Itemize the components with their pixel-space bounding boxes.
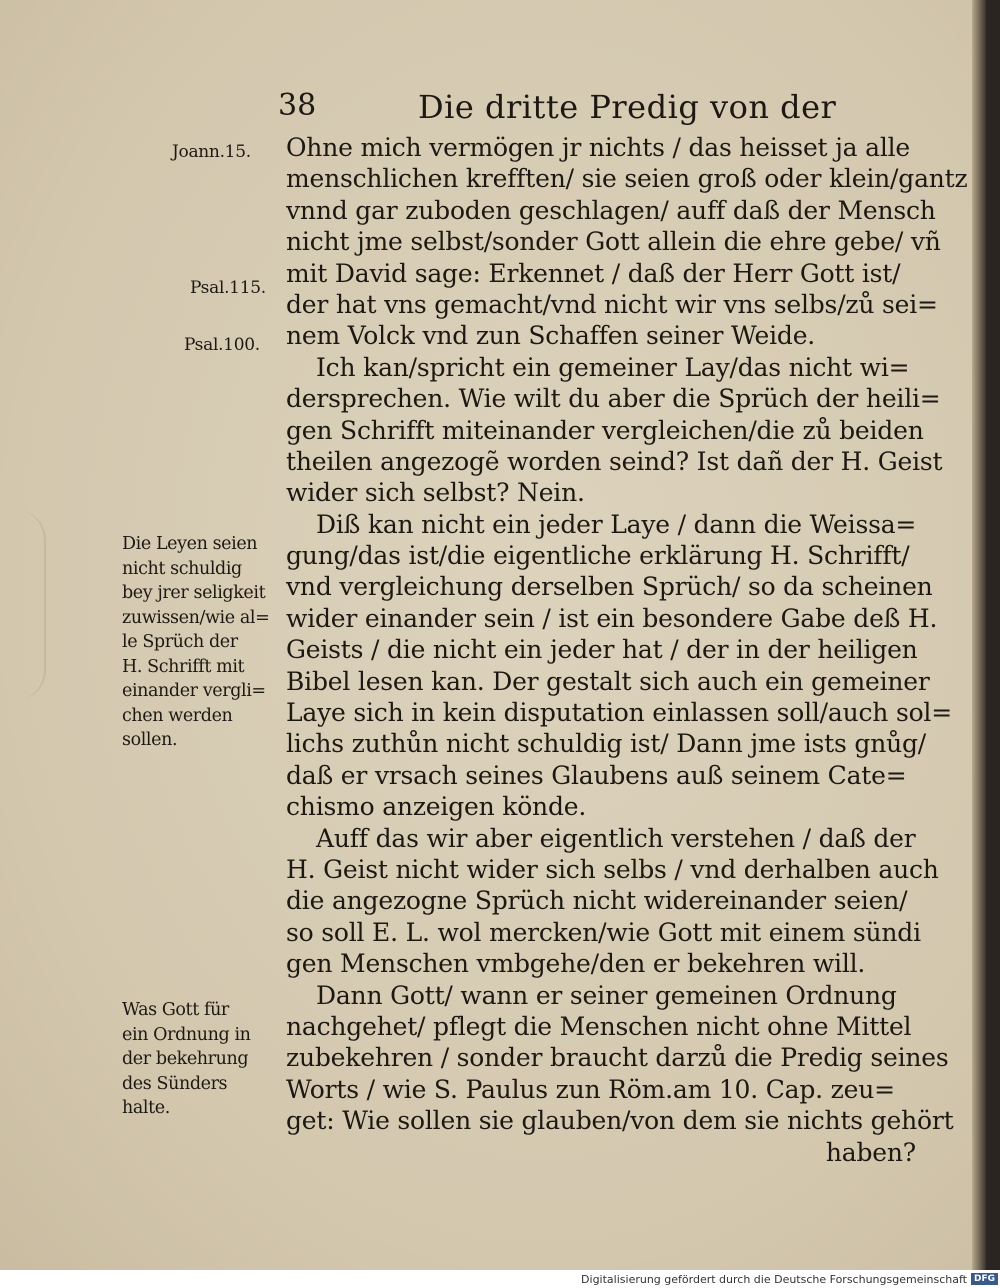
text-line: nicht jme selbst/sonder Gott allein die ehre gebe/ vñ xyxy=(286,227,941,257)
text-line: wider sich selbst? Nein. xyxy=(286,478,585,508)
margin-note-line: nicht schuldig xyxy=(122,558,242,579)
text-line: H. Geist nicht wider sich selbs / vnd derhalben auch xyxy=(286,854,939,884)
text-line: Bibel lesen kan. Der gestalt sich auch ein gemeiner xyxy=(286,666,930,696)
body-text xyxy=(286,132,968,1168)
dfg-logo-icon: DFG xyxy=(971,1273,998,1285)
margin-note-line: zuwissen/wie al= xyxy=(122,607,270,628)
text-line: gen Menschen vmbgehe/den er bekehren will. xyxy=(286,949,866,979)
text-line: chismo anzeigen könde. xyxy=(286,792,587,822)
text-line: daß er vrsach seines Glaubens auß seinem Cate= xyxy=(286,760,907,790)
text-line: Worts / wie S. Paulus zun Röm.am 10. Cap. zeu= xyxy=(286,1074,895,1104)
margin-note-joann: Joann.15. xyxy=(172,142,251,162)
text-line: mit David sage: Erkennet / daß der Herr Gott ist/ xyxy=(286,258,901,288)
margin-note-line: bey jrer seligkeit xyxy=(122,583,266,603)
margin-note-line: sollen. xyxy=(122,730,178,750)
text-line: nem Volck vnd zun Schaffen seiner Weide. xyxy=(286,321,816,351)
margin-note-line: Was Gott für xyxy=(122,1000,229,1020)
text-line: Dann Gott/ wann er seiner gemeinen Ordnung xyxy=(316,980,897,1010)
margin-note-ordnung xyxy=(122,998,251,1121)
text-line: Diß kan nicht ein jeder Laye / dann die Weissa= xyxy=(316,509,917,539)
text-line: nachgehet/ pflegt die Menschen nicht ohne Mittel xyxy=(286,1011,912,1041)
text-line: gung/das ist/die eigentliche erklärung H. Schrifft/ xyxy=(286,541,910,571)
text-line: die angezogne Sprüch nicht widereinander seien/ xyxy=(286,886,908,916)
text-line: gen Schrifft miteinander vergleichen/die zů beiden xyxy=(286,415,924,445)
text-line: wider einander sein / ist ein besondere Gabe deß H. xyxy=(286,603,938,633)
catchword: haben? xyxy=(825,1137,916,1167)
text-line: Auff das wir aber eigentlich verstehen / daß der xyxy=(316,823,916,853)
margin-note-line: halte. xyxy=(122,1098,170,1118)
margin-note-line: des Sünders xyxy=(122,1073,228,1094)
text-line: lichs zuthůn nicht schuldig ist/ Dann jme ists gnůg/ xyxy=(286,729,927,759)
text-line: get: Wie sollen sie glauben/von dem sie nichts gehört xyxy=(286,1106,954,1136)
text-line: zubekehren / sonder braucht darzů die Predig seines xyxy=(286,1043,949,1073)
margin-note-line: Die Leyen seien xyxy=(122,534,258,554)
footer-bar xyxy=(0,1270,1000,1288)
margin-note-line: ein Ordnung in xyxy=(122,1024,251,1045)
text-line: Ohne mich vermögen jr nichts / das heisset ja alle xyxy=(286,133,911,162)
page-fold-mark xyxy=(0,510,46,700)
margin-note-leyen xyxy=(122,532,269,753)
margin-note-line: H. Schrifft mit xyxy=(122,656,245,677)
text-line: dersprechen. Wie wilt du aber die Sprüch der heili= xyxy=(286,384,941,414)
margin-note-line: einander vergli= xyxy=(122,681,266,701)
footer-credit: Digitalisierung gefördert durch die Deutsche Forschungsgemeinschaft xyxy=(581,1272,967,1286)
margin-note-line: le Sprüch der xyxy=(122,632,238,652)
margin-note-psal115: Psal.115. xyxy=(190,278,266,298)
text-line: menschlichen krefften/ sie seien groß oder klein/gantz xyxy=(286,164,968,194)
page-number: 38 xyxy=(278,88,317,123)
text-line: Ich kan/spricht ein gemeiner Lay/das nicht wi= xyxy=(316,352,910,382)
running-title: Die dritte Predig von der xyxy=(418,88,837,126)
text-line: Geists / die nicht ein jeder hat / der in der heiligen xyxy=(286,635,918,665)
margin-note-line: chen werden xyxy=(122,705,233,726)
text-line: Laye sich in kein disputation einlassen soll/auch sol= xyxy=(286,698,952,728)
text-line: theilen angezogẽ worden seind? Ist dañ der H. Geist xyxy=(286,446,943,476)
page-edge-shadow xyxy=(972,0,986,1270)
text-line: vnnd gar zuboden geschlagen/ auff daß der Mensch xyxy=(286,195,936,225)
text-line: so soll E. L. wol mercken/wie Gott mit einem sündi xyxy=(286,917,921,947)
text-line: vnd vergleichung derselben Sprüch/ so da scheinen xyxy=(286,572,933,602)
text-line: der hat vns gemacht/vnd nicht wir vns selbs/zů sei= xyxy=(286,289,938,319)
margin-note-line: der bekehrung xyxy=(122,1049,249,1069)
margin-note-psal100: Psal.100. xyxy=(184,335,260,355)
